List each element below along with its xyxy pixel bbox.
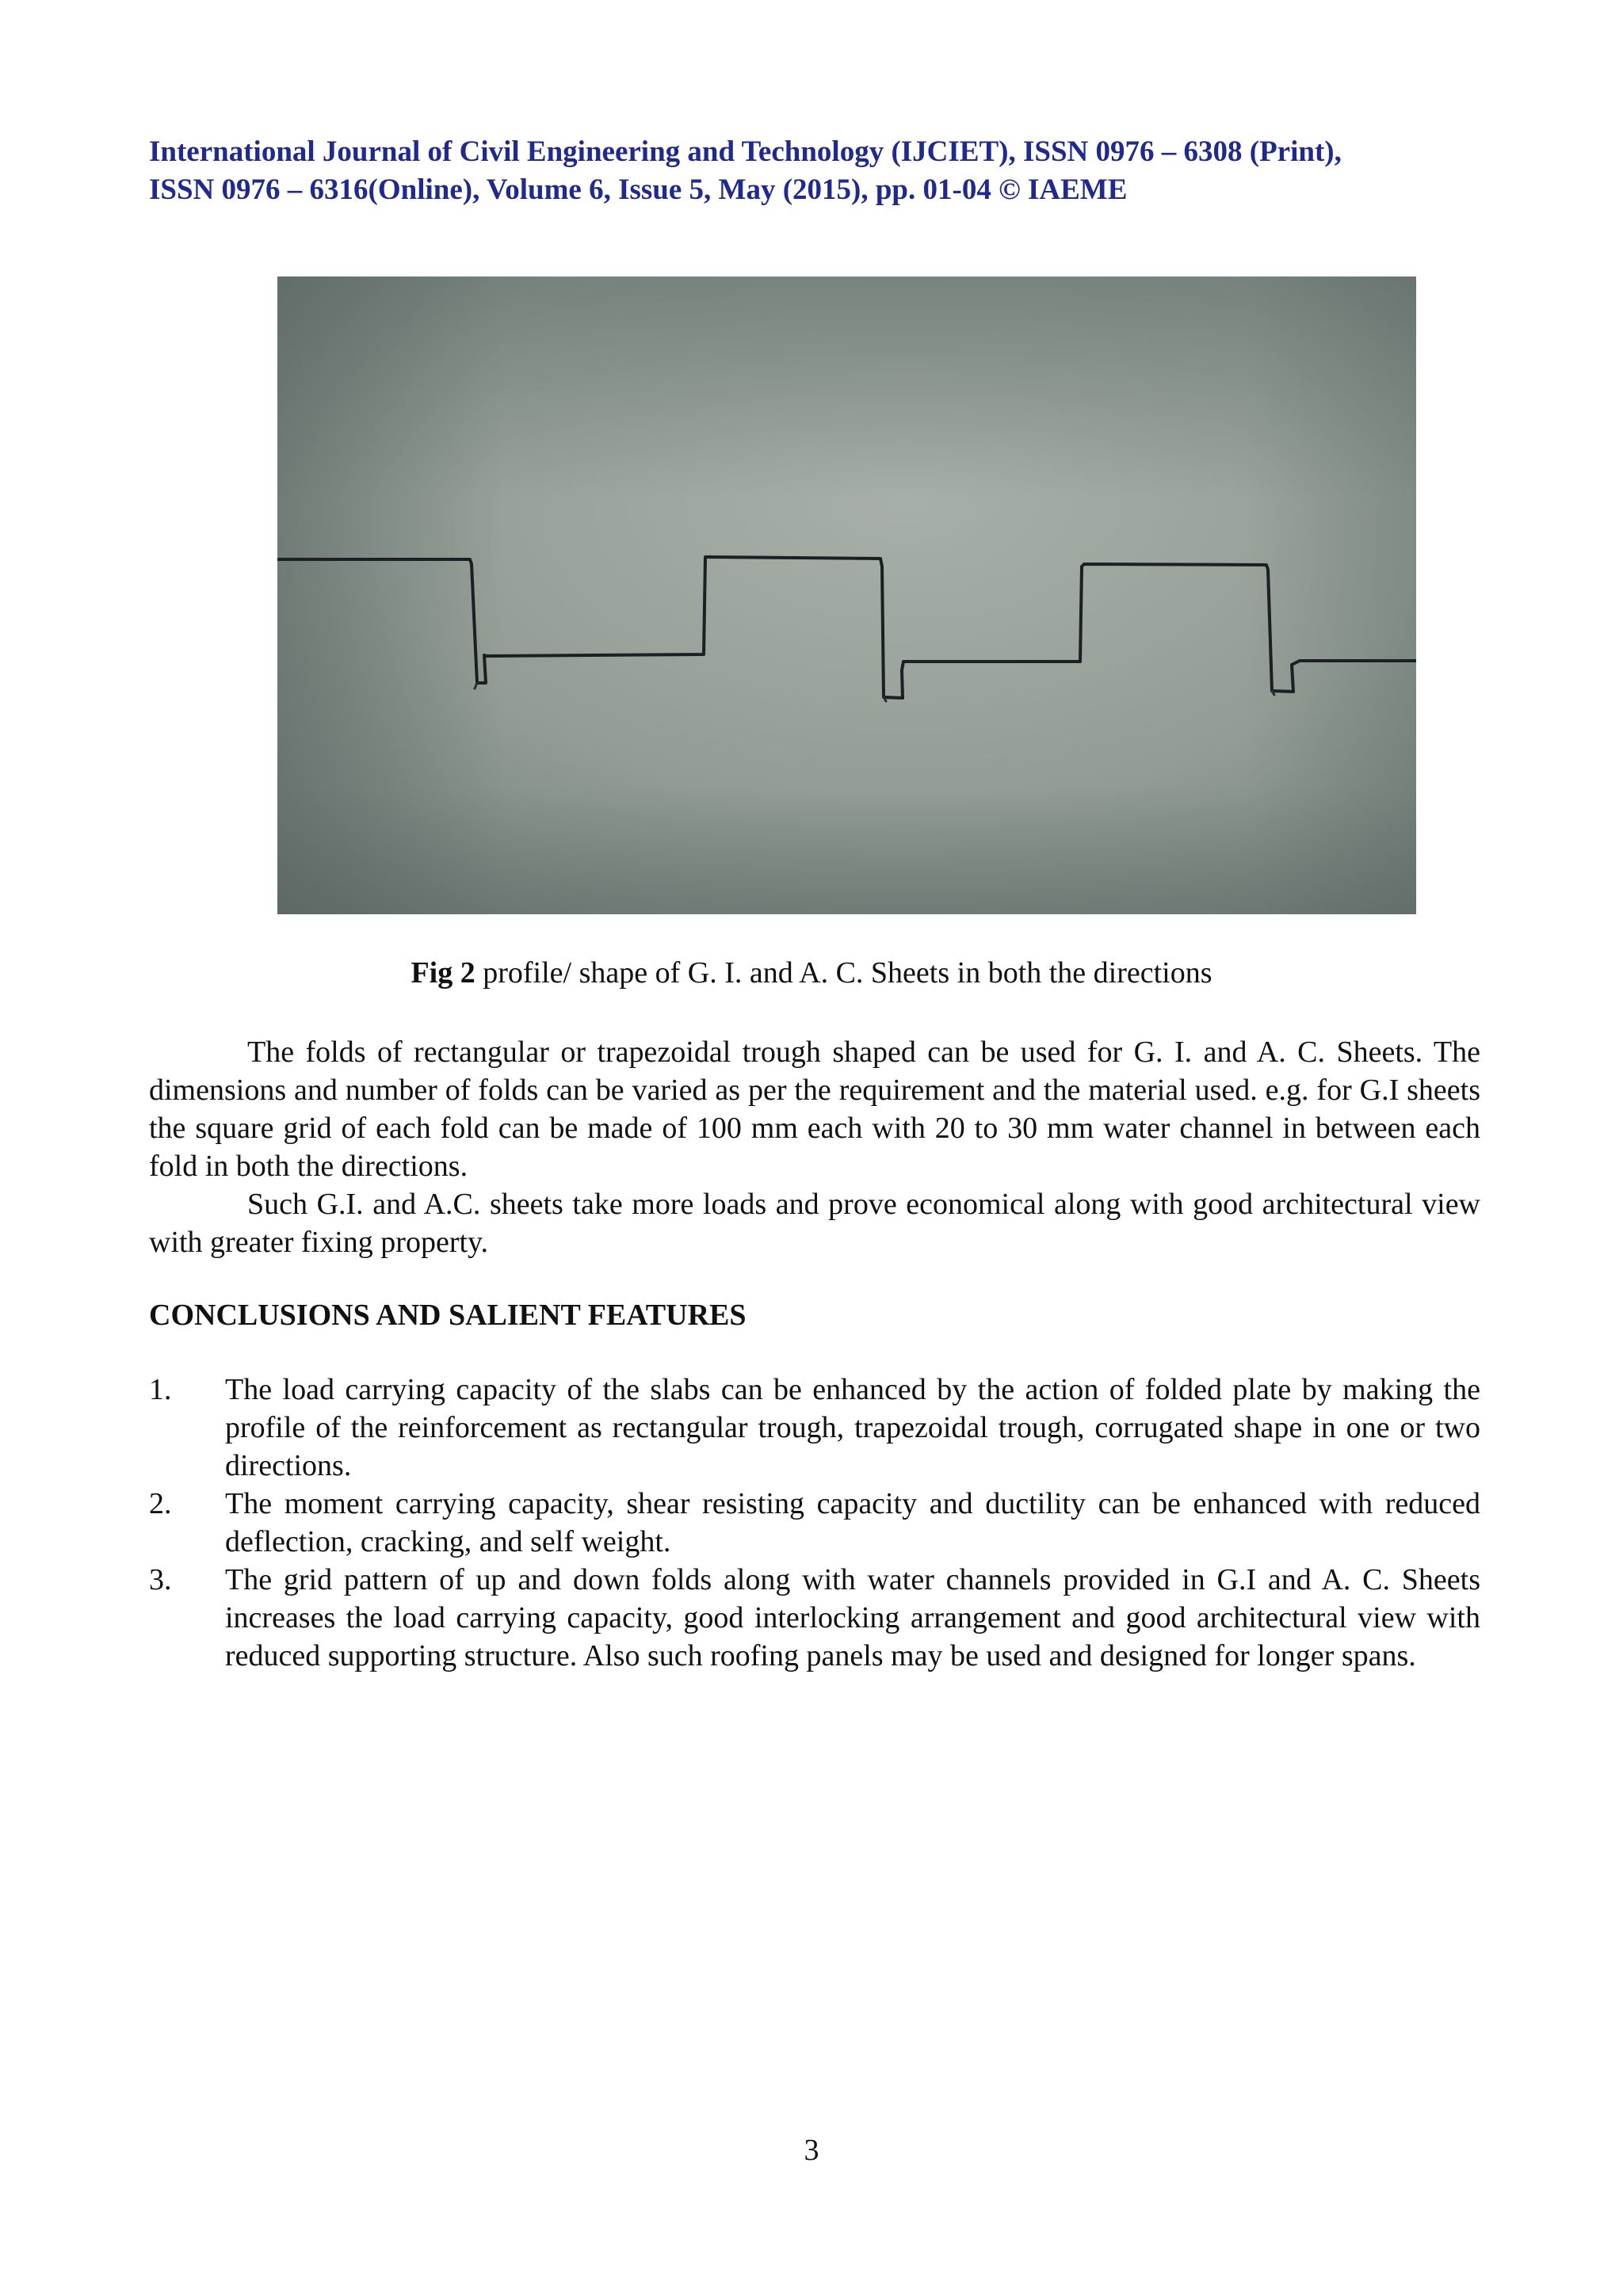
body-paragraph-2 [149, 1185, 1480, 1261]
body-paragraph-2-text: Such G.I. and A.C. sheets take more loads and prove economical along with good architectural view with greater fixing property. [149, 1188, 1480, 1259]
figure-caption-text: profile/ shape of G. I. and A. C. Sheets in both the directions [475, 956, 1212, 990]
photo-vignette-horizontal [277, 277, 1416, 914]
figure-label: Fig 2 [411, 956, 475, 990]
list-item-number: 1. [149, 1373, 172, 1406]
list-item [149, 1371, 1480, 1485]
list-item-text: The load carrying capacity of the slabs can be enhanced by the action of folded plate by making the profile of the reinforcement as rectangular trough, trapezoidal trough, corrugated shape in one or two directions. [225, 1373, 1480, 1482]
figure-photo [277, 277, 1416, 914]
section-heading: CONCLUSIONS AND SALIENT FEATURES [149, 1299, 747, 1332]
body-paragraph-1 [149, 1033, 1480, 1185]
page-number: 3 [804, 2134, 819, 2167]
journal-header [149, 133, 1480, 209]
list-item [149, 1485, 1480, 1561]
list-item-text: The moment carrying capacity, shear resisting capacity and ductility can be enhanced with reduced deflection, cracking, and self weight. [225, 1487, 1480, 1558]
list-item-number: 2. [149, 1487, 172, 1520]
figure-caption [0, 954, 1623, 992]
journal-header-line-2: ISSN 0976 – 6316(Online), Volume 6, Issue 5, May (2015), pp. 01-04 © IAEME [149, 174, 1128, 206]
list-item-number: 3. [149, 1563, 172, 1596]
conclusions-list [149, 1371, 1480, 1675]
body-paragraph-1-text: The folds of rectangular or trapezoidal trough shaped can be used for G. I. and A. C. Sheets. The dimensions and number of folds can be varied as per the requirement and the material used. e.g. for G.I sheets the square grid of each fold can be made of 100 mm each with 20 to 30 mm water channel in between each fold in both the directions. [149, 1035, 1480, 1183]
sheet-profile-photo [277, 277, 1416, 914]
journal-header-line-1: International Journal of Civil Engineering and Technology (IJCIET), ISSN 0976 – 6308 (Print), [149, 135, 1342, 168]
list-item [149, 1561, 1480, 1675]
list-item-text: The grid pattern of up and down folds along with water channels provided in G.I and A. C. Sheets increases the load carrying capacity, good interlocking arrangement and good architectural view with reduced supporting structure. Also such roofing panels may be used and designed for longer spans. [225, 1563, 1480, 1672]
